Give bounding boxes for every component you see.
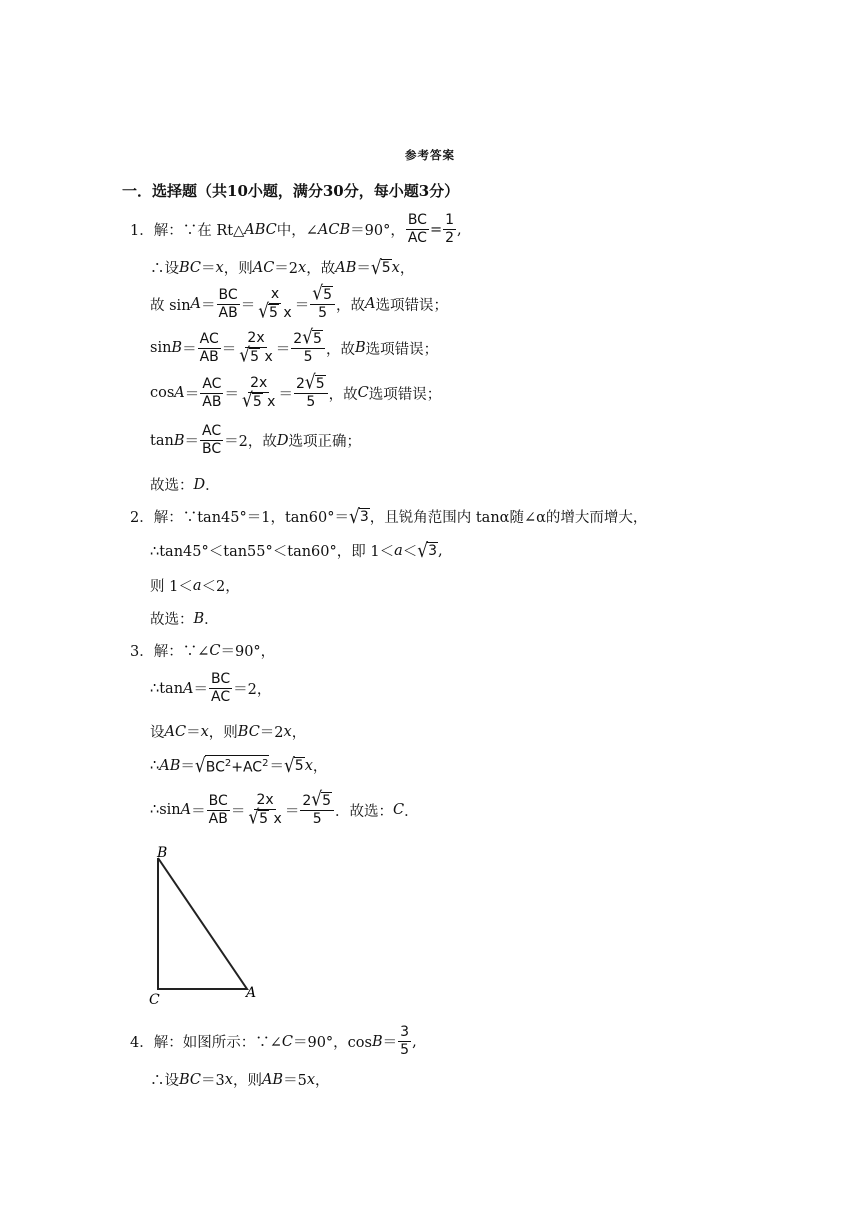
q3-line-3: 设 AC ＝ x ，则 BC ＝2 x ， — [150, 723, 307, 741]
q4-line-2: ∴设 BC ＝3 x ，则 AB ＝5 x ， — [150, 1071, 330, 1089]
q3-line-1: 3．解：∵∠ C ＝90°， — [130, 642, 276, 660]
label-c: C — [149, 992, 160, 1008]
q3-line-2: ∴tan A ＝ $\frac{BC}{AC}$ ＝2， — [150, 671, 272, 705]
q1-line-1: 1．解：∵在 Rt△ ABC 中，∠ ACB ＝90°， $\frac{BC}{AC}$ = $\frac{1}{2}$ , — [130, 212, 462, 246]
triangle-shape — [158, 858, 247, 989]
q2-line-3: 则 1＜ a ＜2， — [150, 577, 240, 595]
label-a: A — [246, 985, 257, 1001]
q2-line-2: ∴tan45°＜tan55°＜tan60°，即 1＜ a ＜ √ 3 , — [150, 539, 443, 562]
fraction: $\frac{BC}{AC}$ — [407, 212, 427, 246]
triangle-figure — [140, 838, 270, 1010]
fraction: $\frac{1}{2}$ — [445, 212, 455, 246]
page-title: 参考答案 — [405, 148, 455, 162]
section-heading: 一．选择题（共10小题，满分30分，每小题3分） — [122, 182, 460, 200]
q1-line-5: cos A ＝ $\frac{AC}{AB}$ ＝ 2x √ 5 x ＝ 2 √ 5 5 ，故 C 选项错误； — [150, 371, 442, 413]
square-root: √ 5 — [370, 256, 391, 279]
q1-line-2: ∴设 BC ＝ x ，则 AC ＝2 x ，故 AB ＝ √ 5 x ， — [150, 256, 415, 279]
q4-line-1: 4．解：如图所示：∵∠ C ＝90°，cos B ＝ $\frac{3}{5}$ , — [130, 1024, 417, 1058]
q2-line-1: 2．解：∵tan45°＝1，tan60°＝ √ 3 ，且锐角范围内 tanα随∠α的增大而增大， — [130, 505, 648, 528]
square-root: √ $BC^2+AC^2$ — [194, 754, 269, 777]
q1-line-4: sin B ＝ $\frac{AC}{AB}$ ＝ 2x √ 5 x ＝ 2 √ 5 5 ，故 B 选项错误； — [150, 326, 439, 368]
q1-answer: 故选： D ． — [150, 476, 220, 494]
q1-line-3: 故 sin A ＝ $\frac{BC}{AB}$ ＝ x √ 5 x ＝ √ 5 5 ，故 A 选项错误； — [150, 282, 448, 324]
q3-line-5: ∴sin A ＝ $\frac{BC}{AB}$ ＝ 2x √ 5 x ＝ 2 √ 5 5 ．故选： C ． — [150, 788, 419, 830]
q2-answer: 故选： B ． — [150, 610, 219, 628]
label-b: B — [157, 845, 168, 861]
q1-line-6: tan B ＝ $\frac{AC}{BC}$ ＝2，故 D 选项正确； — [150, 423, 361, 457]
q3-line-4: ∴ AB ＝ √ $BC^2+AC^2$ ＝ √ 5 x ， — [150, 754, 328, 777]
